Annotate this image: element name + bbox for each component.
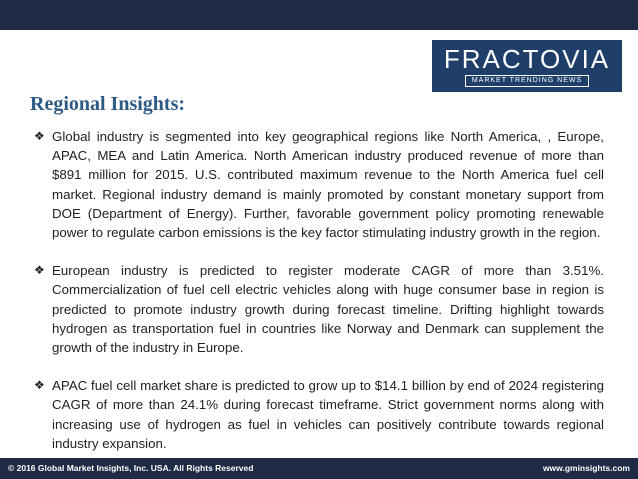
bullet-item bbox=[34, 376, 604, 453]
logo-tagline: MARKET TRENDING NEWS bbox=[465, 75, 589, 87]
website-link[interactable]: www.gminsights.com bbox=[542, 463, 630, 473]
fractovia-logo bbox=[432, 40, 622, 92]
diamond-bullet-icon: ❖ bbox=[34, 129, 45, 143]
logo-word: FRACTOVIA bbox=[443, 43, 611, 74]
top-bar bbox=[0, 0, 638, 30]
diamond-bullet-icon: ❖ bbox=[34, 263, 45, 278]
footer-bar bbox=[0, 458, 638, 479]
page-title: Regional Insights: bbox=[30, 93, 186, 115]
copyright-text: © 2016 Global Market Insights, Inc. USA. All Rights Reserved bbox=[8, 463, 254, 473]
bullet-text: APAC fuel cell market share is predicted to grow up to $14.1 billion by end of 2024 registering CAGR of more than 24.1% during forecast timeframe. Strict government norms along with increasing use of hydrogen as fuel in vehicles can positively contribute towards regional industry expansion. bbox=[52, 378, 604, 451]
bullet-text: Global industry is segmented into key geographical regions like North America, , Europe, APAC, MEA and Latin America. North American industry produced revenue of more than $891 million for 2015. U.S. contributed maximum revenue to the North America fuel cell market. Regional industry demand is mainly promoted by constant monetary support from DOE (Department of Energy). Further, favorable government policy promoting renewable power to regulate carbon emissions is the key factor stimulating industry growth in the region. bbox=[52, 129, 604, 241]
bullet-item bbox=[34, 261, 604, 357]
bullet-item bbox=[34, 127, 604, 242]
bullet-list bbox=[34, 127, 604, 472]
bullet-text: European industry is predicted to register moderate CAGR of more than 3.51%. Commercialization of fuel cell electric vehicles along with huge consumer base in region is predicted to promote industry growth during forecast timeline. Drifting highlight towards hydrogen as transportation fuel in countries like Norway and Denmark can supplement the growth of the industry in Europe. bbox=[52, 263, 604, 356]
diamond-bullet-icon: ❖ bbox=[34, 378, 45, 393]
